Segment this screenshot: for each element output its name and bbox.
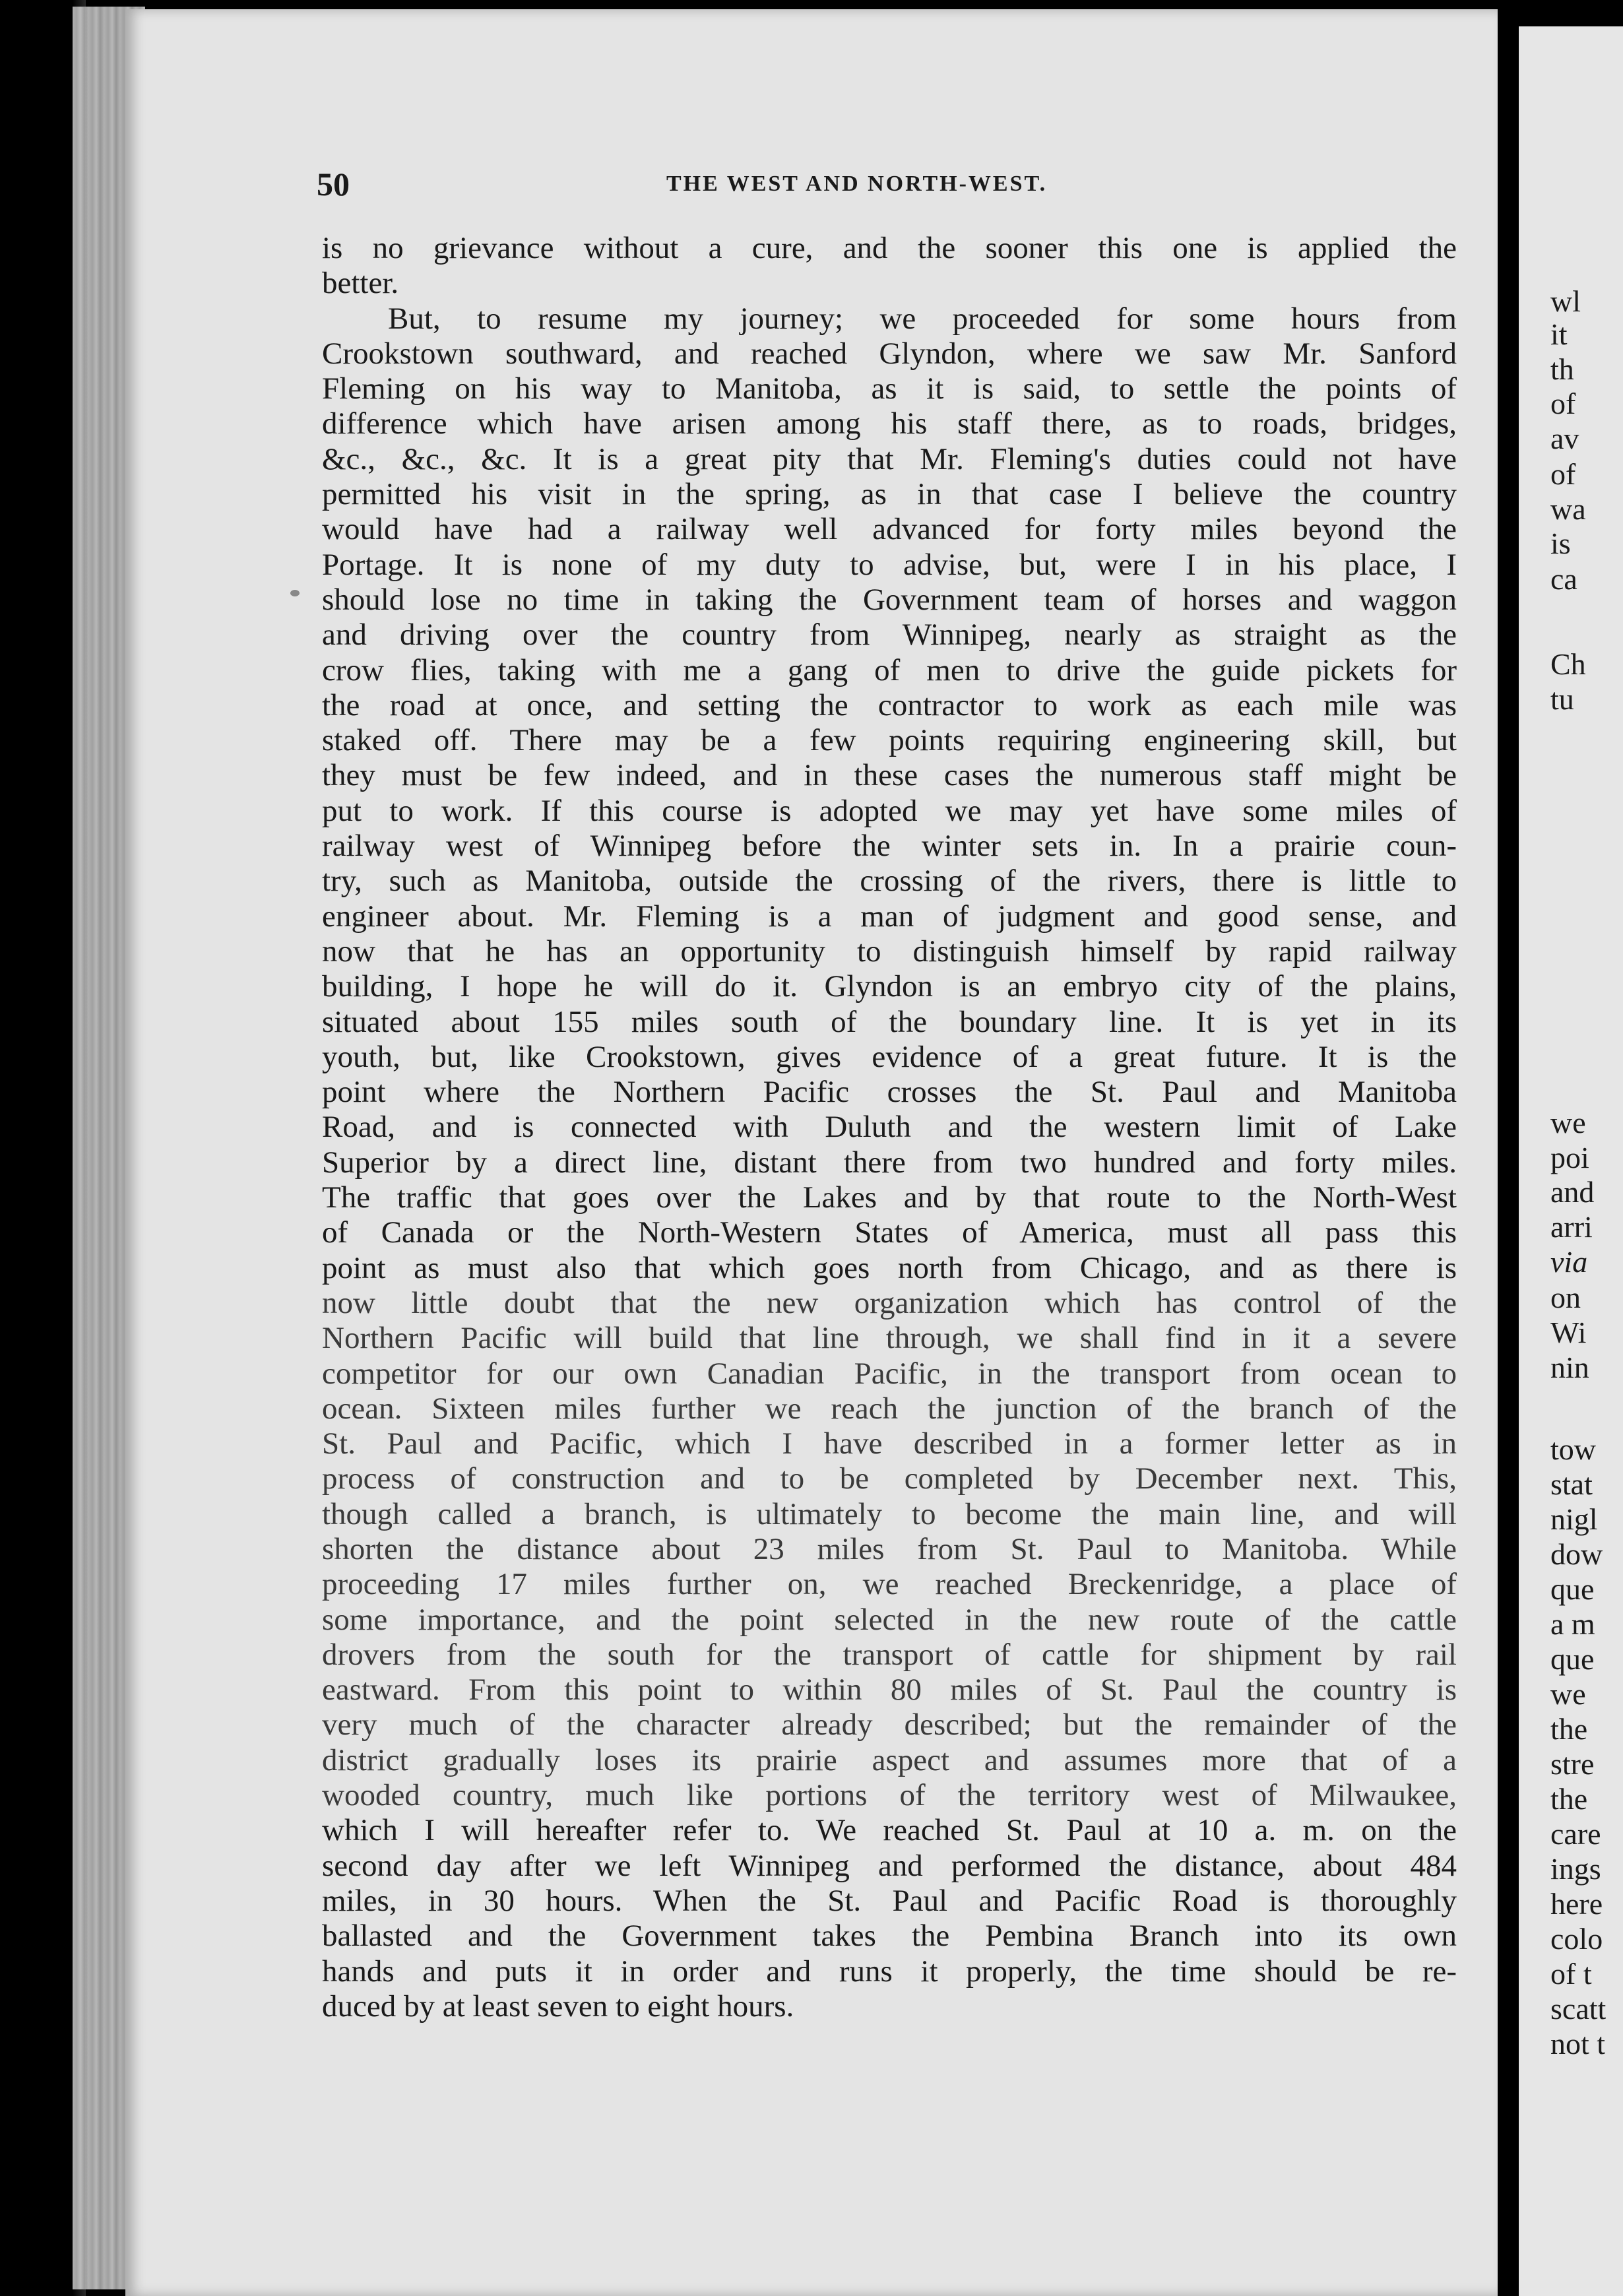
right-page-fragment: stat bbox=[1550, 1467, 1593, 1501]
right-page-fragment: on bbox=[1550, 1281, 1581, 1314]
text-line: difference which have arisen among his staff there, as to roads, bridges, bbox=[322, 406, 1457, 441]
text-line: miles, in 30 hours. When the St. Paul and Pacific Road is thoroughly bbox=[322, 1883, 1457, 1918]
text-line: Superior by a direct line, distant there from two hundred and forty miles. bbox=[322, 1145, 1457, 1180]
text-line: now little doubt that the new organization which has control of the bbox=[322, 1285, 1457, 1320]
right-page-fragment: we bbox=[1550, 1106, 1586, 1139]
text-line: permitted his visit in the spring, as in that case I believe the country bbox=[322, 477, 1457, 512]
paper-speck bbox=[290, 590, 300, 596]
right-page-fragment: of t bbox=[1550, 1957, 1592, 1991]
right-page-fragment: is bbox=[1550, 526, 1571, 560]
text-line: put to work. If this course is adopted we may yet have some miles of bbox=[322, 793, 1457, 828]
right-page-fragment: we bbox=[1550, 1677, 1586, 1711]
text-line: some importance, and the point selected in the new route of the cattle bbox=[322, 1602, 1457, 1637]
right-page-edge bbox=[1519, 26, 1623, 2296]
text-line: Crookstown southward, and reached Glyndon, where we saw Mr. Sanford bbox=[322, 336, 1457, 371]
right-page-fragment: colo bbox=[1550, 1922, 1603, 1956]
text-line: Road, and is connected with Duluth and the western limit of Lake bbox=[322, 1110, 1457, 1145]
right-page-fragment: nigl bbox=[1550, 1502, 1598, 1536]
text-line: second day after we left Winnipeg and performed the distance, about 484 bbox=[322, 1848, 1457, 1883]
text-line: the road at once, and setting the contractor to work as each mile was bbox=[322, 687, 1457, 722]
text-line: staked off. There may be a few points requiring engineering skill, but bbox=[322, 723, 1457, 758]
text-line: St. Paul and Pacific, which I have described in a former letter as in bbox=[322, 1426, 1457, 1461]
right-page-fragment: dow bbox=[1550, 1537, 1603, 1571]
right-page-fragment: ca bbox=[1550, 562, 1577, 596]
text-line: shorten the distance about 23 miles from St. Paul to Manitoba. While bbox=[322, 1531, 1457, 1566]
text-line: is no grievance without a cure, and the sooner this one is applied the bbox=[322, 231, 1457, 265]
text-line: building, I hope he will do it. Glyndon is an embryo city of the plains, bbox=[322, 969, 1457, 1004]
right-page-fragment: wl bbox=[1550, 284, 1581, 318]
text-line: now that he has an opportunity to distinguish himself by rapid railway bbox=[322, 934, 1457, 969]
right-page-fragment: ings bbox=[1550, 1852, 1601, 1886]
text-line: drovers from the south for the transport of cattle for shipment by rail bbox=[322, 1637, 1457, 1672]
text-line: point as must also that which goes north from Chicago, and as there is bbox=[322, 1250, 1457, 1285]
right-page-fragment: the bbox=[1550, 1782, 1588, 1816]
right-page-fragment: Ch bbox=[1550, 647, 1586, 681]
text-line: youth, but, like Crookstown, gives evidence of a great future. It is the bbox=[322, 1039, 1457, 1074]
text-line: they must be few indeed, and in these cases the numerous staff might be bbox=[322, 758, 1457, 793]
text-line: &c., &c., &c. It is a great pity that Mr. Fleming's duties could not have bbox=[322, 441, 1457, 476]
text-line: of Canada or the North-Western States of America, must all pass this bbox=[322, 1215, 1457, 1250]
text-line: process of construction and to be completed by December next. This, bbox=[322, 1461, 1457, 1496]
text-line: and driving over the country from Winnipeg, nearly as straight as the bbox=[322, 618, 1457, 653]
text-line: situated about 155 miles south of the boundary line. It is yet in its bbox=[322, 1004, 1457, 1039]
text-line: The traffic that goes over the Lakes and by that route to the North-West bbox=[322, 1180, 1457, 1215]
right-page-fragment: of bbox=[1550, 457, 1576, 491]
right-page-fragment: a m bbox=[1550, 1607, 1595, 1641]
text-line: Fleming on his way to Manitoba, as it is said, to settle the points of bbox=[322, 371, 1457, 406]
right-page-fragment: the bbox=[1550, 1712, 1588, 1746]
text-line: would have had a railway well advanced for forty miles beyond the bbox=[322, 512, 1457, 547]
text-line: eastward. From this point to within 80 miles of St. Paul the country is bbox=[322, 1673, 1457, 1707]
text-line: very much of the character already described; but the remainder of the bbox=[322, 1707, 1457, 1742]
right-page-fragment: wa bbox=[1550, 492, 1586, 526]
text-line: But, to resume my journey; we proceeded for some hours from bbox=[388, 301, 1457, 336]
right-page-fragment: que bbox=[1550, 1572, 1595, 1606]
page-number: 50 bbox=[317, 166, 350, 203]
running-title: THE WEST AND NORTH-WEST. bbox=[666, 172, 1048, 196]
page-header bbox=[317, 165, 1451, 211]
right-page-fragment: tow bbox=[1550, 1432, 1596, 1466]
right-page-fragment: and bbox=[1550, 1175, 1595, 1209]
text-line: Northern Pacific will build that line through, we shall find in it a severe bbox=[322, 1321, 1457, 1356]
text-line: proceeding 17 miles further on, we reached Breckenridge, a place of bbox=[322, 1567, 1457, 1602]
text-line: which I will hereafter refer to. We reached St. Paul at 10 a. m. on the bbox=[322, 1813, 1457, 1848]
text-line: competitor for our own Canadian Pacific, in the transport from ocean to bbox=[322, 1356, 1457, 1391]
text-line: railway west of Winnipeg before the winter sets in. In a prairie coun- bbox=[322, 829, 1457, 864]
text-line: wooded country, much like portions of the territory west of Milwaukee, bbox=[322, 1778, 1457, 1813]
right-page-fragment: poi bbox=[1550, 1141, 1589, 1174]
right-page-fragment: tu bbox=[1550, 682, 1574, 716]
text-line: crow flies, taking with me a gang of men to drive the guide pickets for bbox=[322, 653, 1457, 687]
text-line: engineer about. Mr. Fleming is a man of judgment and good sense, and bbox=[322, 899, 1457, 934]
text-line: hands and puts it in order and runs it properly, the time should be re- bbox=[322, 1954, 1457, 1989]
right-page-fragment: via bbox=[1550, 1245, 1588, 1279]
body-text bbox=[322, 231, 1457, 2024]
right-page-fragment: av bbox=[1550, 422, 1579, 455]
right-page-fragment: que bbox=[1550, 1642, 1595, 1676]
right-page-fragment: of bbox=[1550, 387, 1576, 420]
right-page-fragment: arri bbox=[1550, 1210, 1593, 1244]
text-line: ballasted and the Government takes the Pembina Branch into its own bbox=[322, 1919, 1457, 1954]
text-line: duced by at least seven to eight hours. bbox=[322, 1989, 794, 2024]
right-page-fragment: Wi bbox=[1550, 1316, 1587, 1349]
right-page-fragment: stre bbox=[1550, 1747, 1595, 1781]
text-line: though called a branch, is ultimately to become the main line, and will bbox=[322, 1496, 1457, 1531]
text-line: try, such as Manitoba, outside the crossing of the rivers, there is little to bbox=[322, 864, 1457, 899]
text-line: better. bbox=[322, 266, 399, 301]
right-page-fragment: here bbox=[1550, 1887, 1603, 1921]
text-line: Portage. It is none of my duty to advise, but, were I in his place, I bbox=[322, 547, 1457, 582]
right-page-fragment: not t bbox=[1550, 2027, 1606, 2060]
text-line: ocean. Sixteen miles further we reach the junction of the branch of the bbox=[322, 1391, 1457, 1426]
right-page-fragment: nin bbox=[1550, 1351, 1589, 1384]
right-page-fragment: th bbox=[1550, 352, 1574, 386]
right-page-fragment: scatt bbox=[1550, 1992, 1607, 2025]
text-line: point where the Northern Pacific crosses the St. Paul and Manitoba bbox=[322, 1075, 1457, 1110]
text-line: should lose no time in taking the Government team of horses and waggon bbox=[322, 582, 1457, 617]
right-page-fragment: it bbox=[1550, 317, 1568, 351]
text-line: district gradually loses its prairie aspect and assumes more that of a bbox=[322, 1742, 1457, 1777]
right-page-fragment: care bbox=[1550, 1817, 1601, 1851]
